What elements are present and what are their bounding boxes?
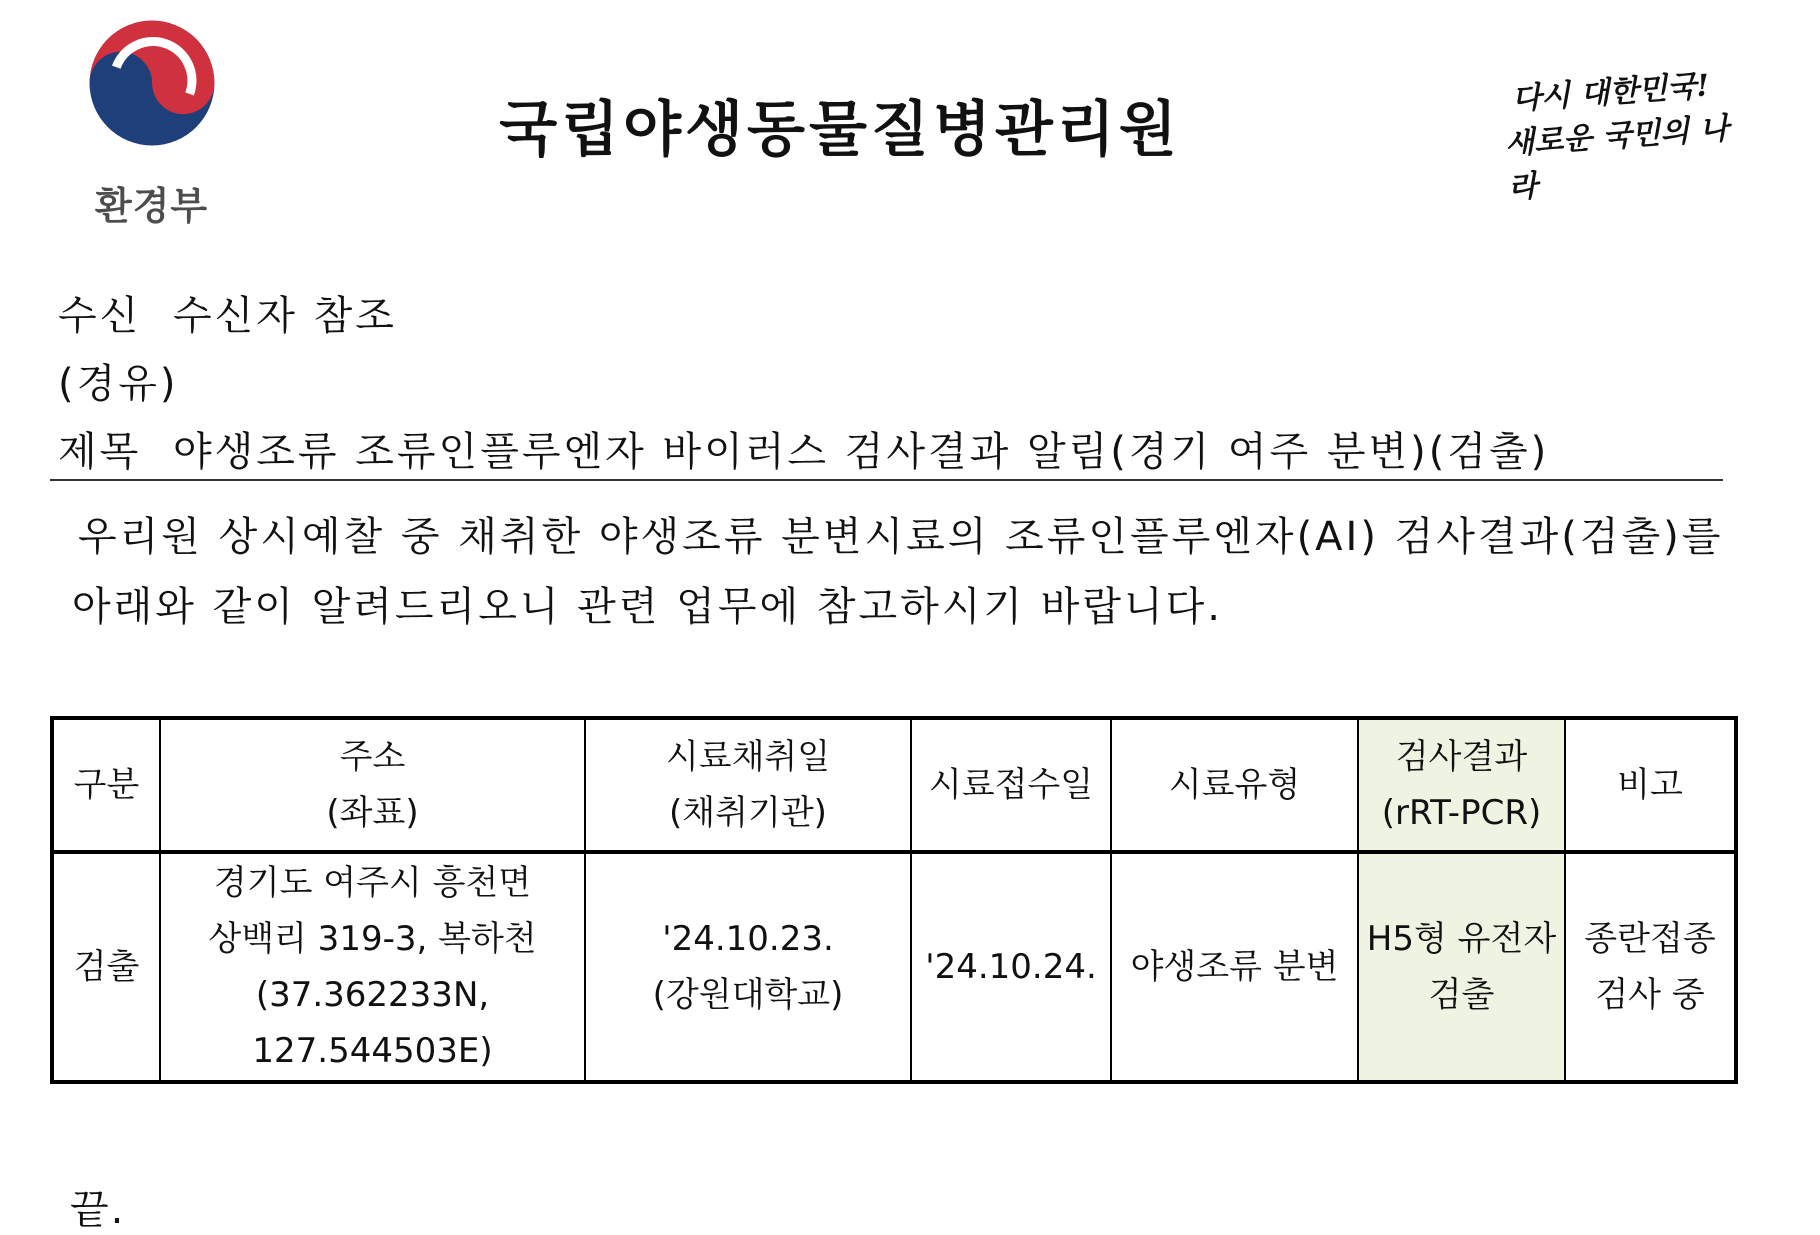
cell-sample-date: [585, 852, 911, 1082]
via-label: (경유): [58, 361, 179, 407]
header-sample-type: [1111, 718, 1358, 852]
header-receipt-date: [911, 718, 1111, 852]
cell-remark: [1565, 852, 1736, 1082]
header-sample-date-line2: (채취기관): [669, 793, 827, 833]
subject-value: 야생조류 조류인플루엔자 바이러스 검사결과 알림(경기 여주 분변)(검출): [173, 429, 1550, 475]
sample-date: '24.10.23.: [662, 919, 834, 959]
header-receipt-date-text: 시료접수일: [928, 765, 1094, 805]
address-coordinates: (37.362233N, 127.544503E): [252, 975, 493, 1071]
slogan-line-2: 새로운 국민의 나라: [1504, 111, 1730, 206]
via-row: [58, 352, 179, 409]
result-line-1: H5형 유전자: [1366, 919, 1557, 959]
cell-test-result: [1358, 852, 1565, 1082]
header-address: [160, 718, 585, 852]
cell-sample-type: 야생조류 분변: [1111, 852, 1358, 1082]
cell-address: [160, 852, 585, 1082]
header-sample-type-text: 시료유형: [1168, 765, 1301, 805]
header-sample-date-line1: 시료채취일: [665, 737, 831, 777]
cell-receipt-date: '24.10.24.: [911, 852, 1111, 1082]
header-test-result-line1: 검사결과: [1395, 737, 1528, 777]
end-mark: 끝.: [70, 1187, 126, 1233]
header-remark: [1565, 718, 1736, 852]
header-test-result-line2: (rRT-PCR): [1381, 793, 1542, 833]
header-sample-date: [585, 718, 911, 852]
header-test-result: [1358, 718, 1565, 852]
recipient-row: [58, 284, 397, 341]
header-category-text: 구분: [73, 765, 140, 805]
result-table: [50, 716, 1738, 1084]
header-address-line1: 주소: [339, 737, 406, 777]
address-line-2: 상백리 319-3, 복하천: [208, 919, 537, 959]
recipient-value: 수신자 참조: [173, 293, 397, 339]
address-line-1: 경기도 여주시 흥천면: [213, 863, 532, 903]
header-remark-text: 비고: [1617, 765, 1683, 805]
subject-row: [58, 420, 1549, 477]
body-line-2: 아래와 같이 알려드리오니 관련 업무에 참고하시기 바랍니다.: [72, 584, 1224, 630]
result-line-2: 검출: [1428, 975, 1495, 1015]
cell-category: 검출: [52, 852, 160, 1082]
ministry-name: 환경부: [95, 184, 209, 228]
header-category: [52, 718, 160, 852]
body-line-1: 우리원 상시예찰 중 채취한 야생조류 분변시료의 조류인플루엔자(AI) 검사결과(검출)를: [78, 514, 1724, 560]
body-text: [72, 502, 1732, 642]
slogan-line-1: 다시 대한민국!: [1510, 68, 1711, 118]
remark-line-2: 검사 중: [1595, 975, 1705, 1015]
slogan: [1504, 62, 1750, 210]
sample-agency: (강원대학교): [652, 975, 844, 1015]
table-row: [52, 852, 1736, 1082]
recipient-label: 수신: [58, 293, 142, 339]
agency-title-text: 국립야생동물질병관리원: [499, 95, 1181, 165]
subject-label: 제목: [58, 429, 142, 475]
header-address-line2: (좌표): [326, 793, 419, 833]
table-header-row: [52, 718, 1736, 852]
remark-line-1: 종란접종: [1584, 919, 1716, 959]
header-divider: [50, 479, 1723, 481]
